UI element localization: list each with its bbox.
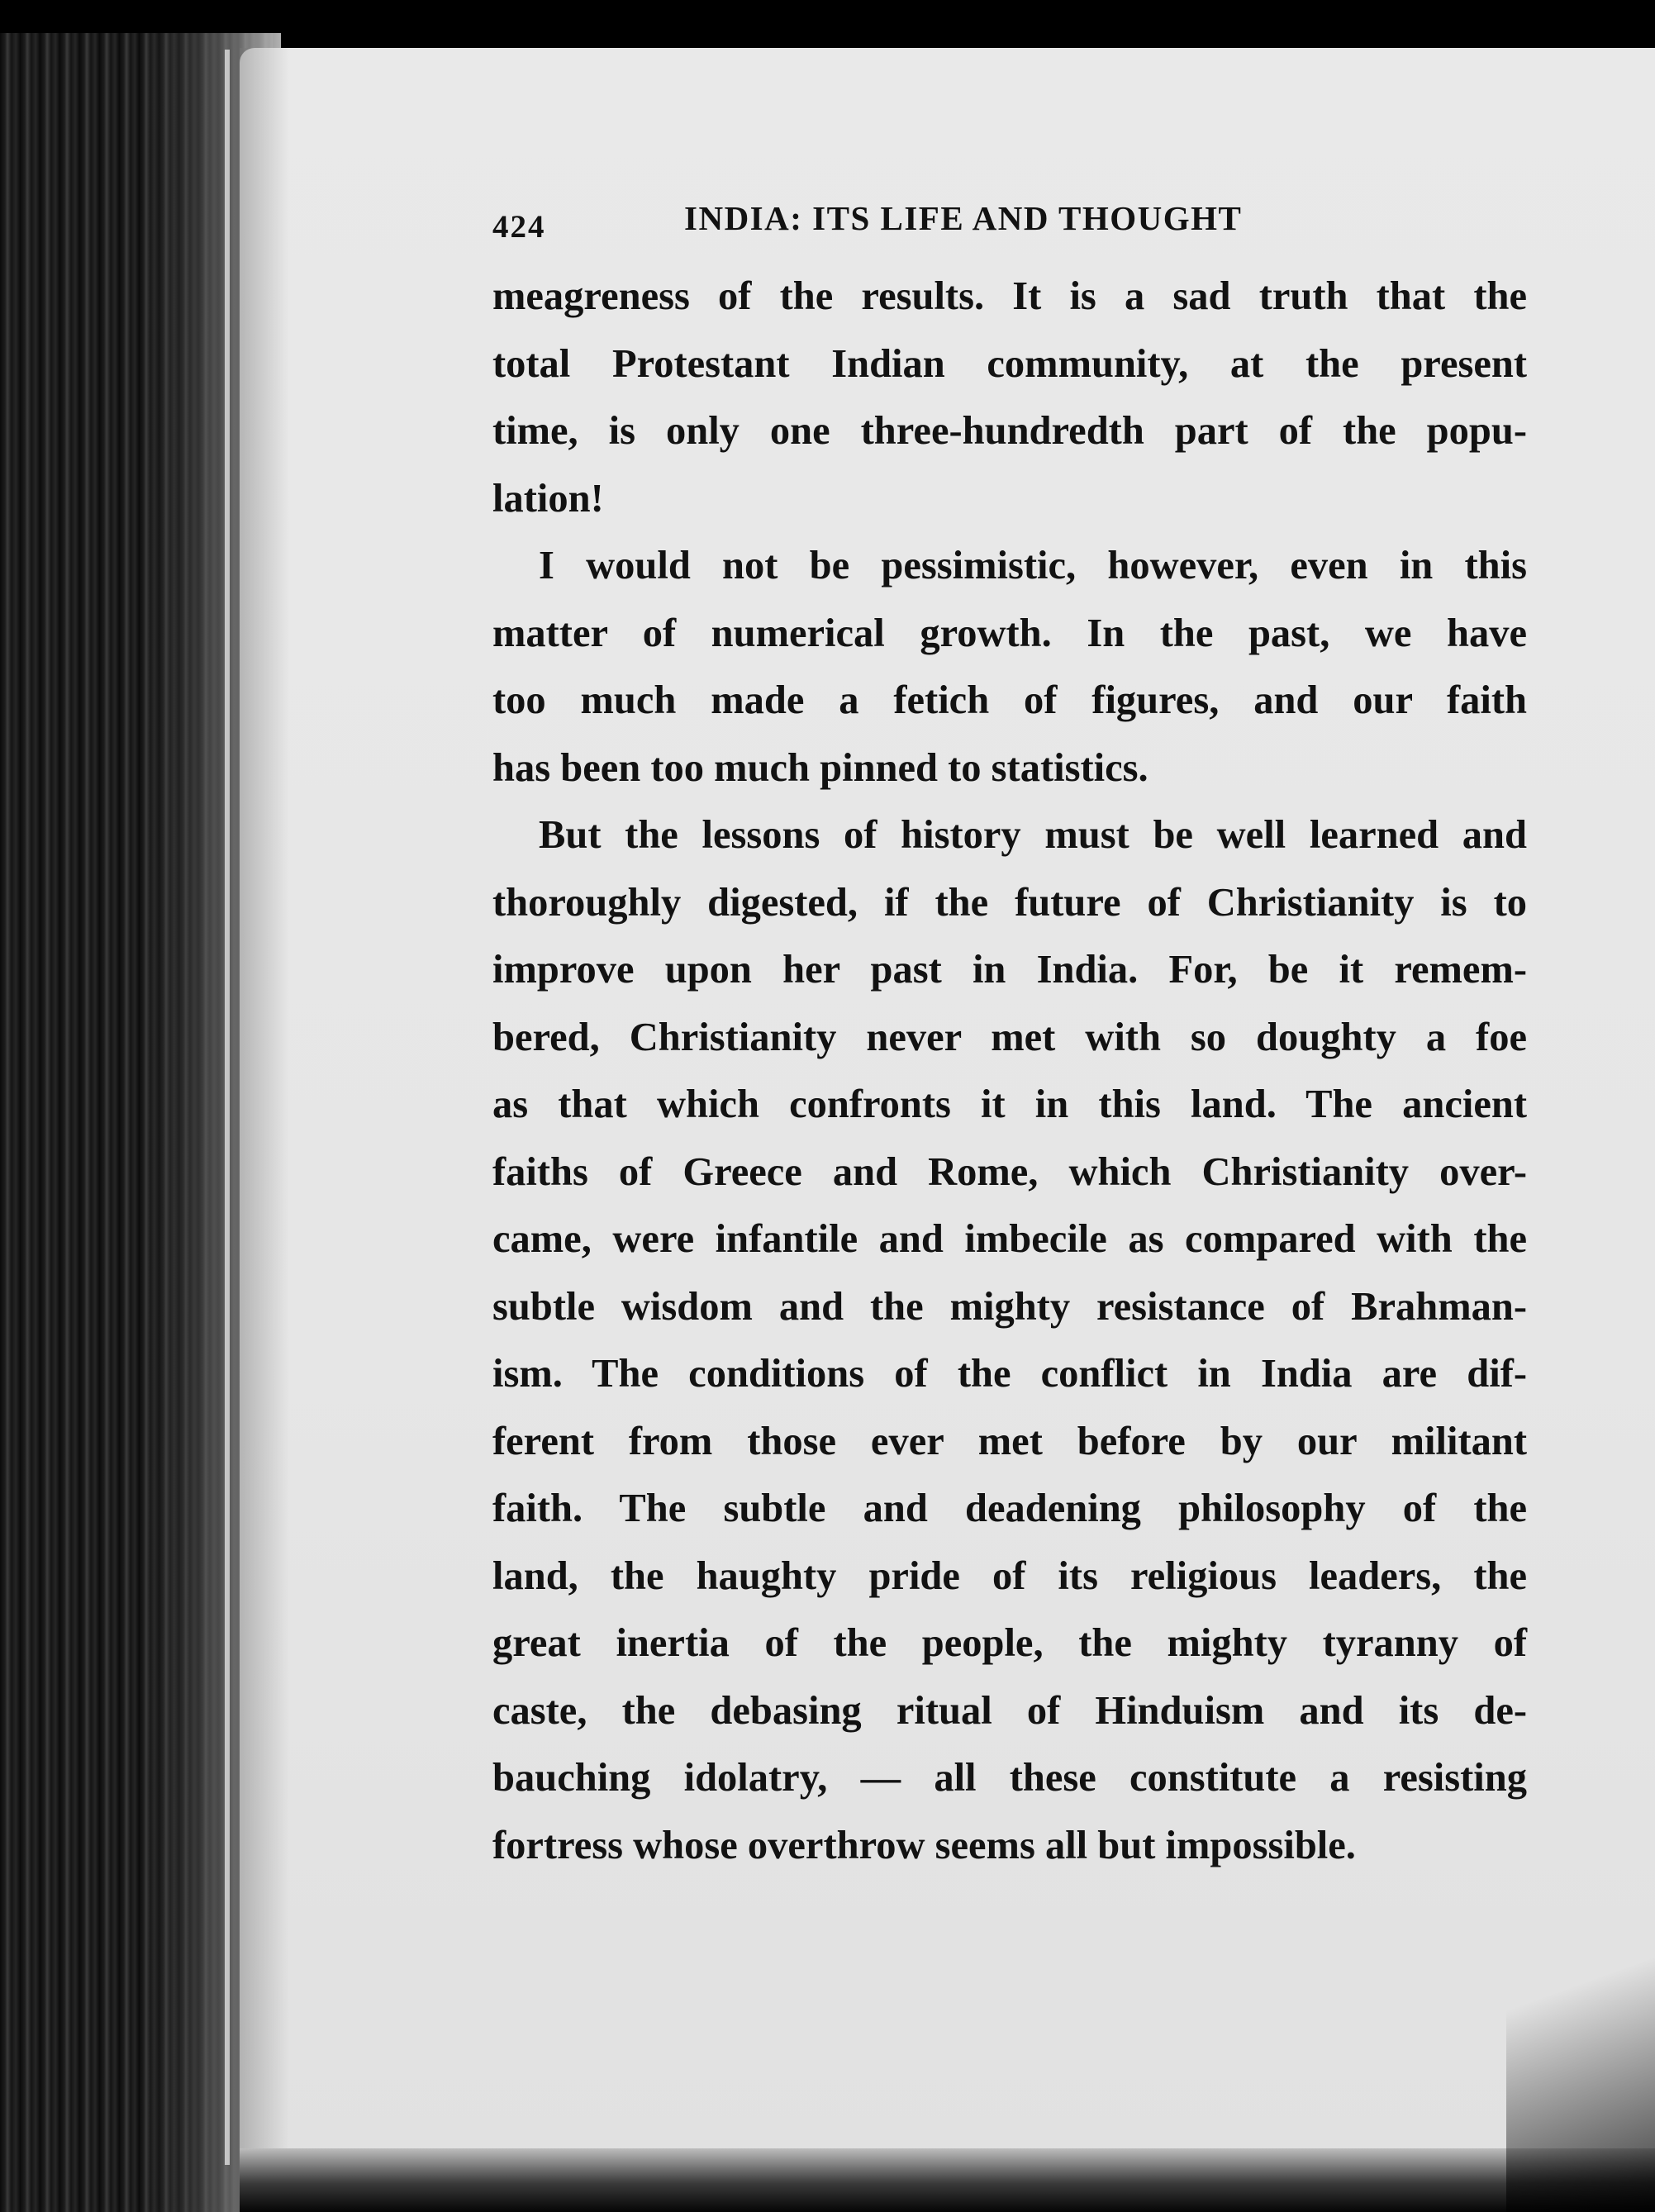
paragraph-2 — [492, 532, 1527, 802]
text-line: faiths of Greece and Rome, which Christianity over- — [492, 1149, 1527, 1194]
text-line: But the lessons of history must be well learned and — [539, 813, 1527, 857]
text-line: bauching idolatry, — all these constitute a resisting — [492, 1756, 1527, 1800]
text-line: ferent from those ever met before by our militant — [492, 1419, 1527, 1463]
text-line: caste, the debasing ritual of Hinduism and its de- — [492, 1688, 1527, 1733]
text-line: matter of numerical growth. In the past, we have — [492, 611, 1527, 655]
text-line: bered, Christianity never met with so doughty a foe — [492, 1015, 1527, 1059]
page-edge-highlight — [225, 50, 230, 2165]
text-line: faith. The subtle and deadening philosophy of the — [492, 1487, 1527, 1530]
text-line: meagreness of the results. It is a sad truth that the — [492, 274, 1527, 318]
corner-shadow — [1506, 1900, 1655, 2212]
text-line: great inertia of the people, the mighty tyranny of — [492, 1621, 1527, 1665]
page-bottom-edge — [240, 2148, 1655, 2212]
text-block — [492, 198, 1527, 1879]
text-line: ism. The conditions of the conflict in India are dif- — [492, 1352, 1527, 1396]
page-inner-shadow — [240, 48, 289, 2163]
text-line: time, is only one three-hundredth part of the popu- — [492, 409, 1527, 453]
running-head — [492, 198, 1527, 256]
text-line: fortress whose overthrow seems all but impossible. — [492, 1823, 1356, 1867]
text-line: subtle wisdom and the mighty resistance of Brahman- — [492, 1284, 1527, 1329]
paragraph-1 — [492, 263, 1527, 532]
text-line: too much made a fetich of figures, and our faith — [492, 678, 1527, 722]
text-line: land, the haughty pride of its religious leaders, the — [492, 1553, 1527, 1598]
text-line: came, were infantile and imbecile as compared with the — [492, 1217, 1527, 1261]
text-line: I would not be pessimistic, however, even in this — [539, 544, 1527, 587]
text-line: has been too much pinned to statistics. — [492, 745, 1149, 790]
text-line: thoroughly digested, if the future of Christianity is to — [492, 880, 1527, 925]
running-head-title: INDIA: ITS LIFE AND THOUGHT — [684, 199, 1243, 237]
text-line: as that which confronts it in this land. The ancient — [492, 1082, 1527, 1126]
page-number: 424 — [492, 209, 546, 245]
text-line: total Protestant Indian community, at the present — [492, 341, 1527, 386]
text-line: lation! — [492, 476, 604, 521]
text-line: improve upon her past in India. For, be it remem- — [492, 948, 1527, 992]
paragraph-3 — [492, 802, 1527, 1879]
